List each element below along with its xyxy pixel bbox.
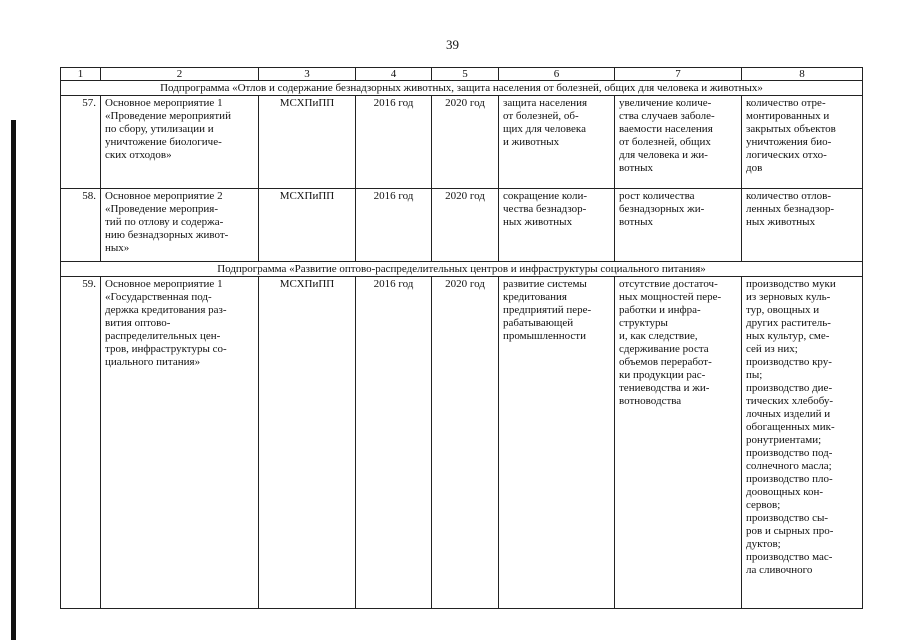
column-number: 7 bbox=[615, 68, 742, 81]
subprogram-title: Подпрограмма «Отлов и содержание безнадзорных животных, защита населения от болезней, общих для человека и животных» bbox=[61, 81, 863, 96]
result-cell: защита населения от болезней, об- щих для человека и животных bbox=[499, 96, 615, 189]
start-year-cell: 2016 год bbox=[356, 96, 432, 189]
start-year-cell: 2016 год bbox=[356, 277, 432, 609]
result-cell: развитие системы кредитования предприятий пере- рабатывающей промышленности bbox=[499, 277, 615, 609]
page-binding-edge bbox=[11, 120, 16, 640]
column-number: 5 bbox=[432, 68, 499, 81]
measure-cell: Основное мероприятие 2 «Проведение мероприя- тий по отлову и содержа- нию безнадзорных живот- ных» bbox=[101, 189, 259, 262]
result-cell: сокращение коли- чества безнадзор- ных животных bbox=[499, 189, 615, 262]
executor-cell: МСХПиПП bbox=[259, 96, 356, 189]
indicator-cell: производство муки из зерновых куль- тур, овощных и других раститель- ных культур, сме- сей из них; производство кру- пы; производство дие- тических хлебобу- лочных изделий и обогащенных мик- ронутриентами; производство под- солнечного масла; производство пло- доовощных кон- сервов; производство сы- ров и сырных про- дуктов; производство мас- ла сливочного bbox=[742, 277, 863, 609]
end-year-cell: 2020 год bbox=[432, 96, 499, 189]
measure-cell: Основное мероприятие 1 «Проведение мероприятий по сбору, утилизации и уничтожение биологиче- ских отходов» bbox=[101, 96, 259, 189]
executor-cell: МСХПиПП bbox=[259, 189, 356, 262]
row-number: 57. bbox=[61, 96, 101, 189]
subprogram-title: Подпрограмма «Развитие оптово-распределительных центров и инфраструктуры социального питания» bbox=[61, 262, 863, 277]
column-number: 4 bbox=[356, 68, 432, 81]
subprogram-header-row bbox=[61, 262, 863, 277]
column-number: 6 bbox=[499, 68, 615, 81]
end-year-cell: 2020 год bbox=[432, 277, 499, 609]
row-number: 59. bbox=[61, 277, 101, 609]
subprogram-header-row bbox=[61, 81, 863, 96]
executor-cell: МСХПиПП bbox=[259, 277, 356, 609]
consequence-cell: рост количества безнадзорных жи- вотных bbox=[615, 189, 742, 262]
column-number: 2 bbox=[101, 68, 259, 81]
measure-cell: Основное мероприятие 1 «Государственная под- держка кредитования раз- вития оптово- распределительных цен- тров, инфраструктуры со- циального питания» bbox=[101, 277, 259, 609]
indicator-cell: количество отре- монтированных и закрытых объектов уничтожения био- логических отхо- дов bbox=[742, 96, 863, 189]
row-number: 58. bbox=[61, 189, 101, 262]
consequence-cell: отсутствие достаточ- ных мощностей пере- работки и инфра- структуры и, как следствие, сдерживание роста объемов переработ- ки продукции рас- тениеводства и жи- вотноводства bbox=[615, 277, 742, 609]
indicator-cell: количество отлов- ленных безнадзор- ных животных bbox=[742, 189, 863, 262]
page-number: 39 bbox=[446, 37, 459, 52]
consequence-cell: увеличение количе- ства случаев заболе- ваемости населения от болезней, общих для человека и жи- вотных bbox=[615, 96, 742, 189]
column-number: 1 bbox=[61, 68, 101, 81]
end-year-cell: 2020 год bbox=[432, 189, 499, 262]
column-number: 8 bbox=[742, 68, 863, 81]
start-year-cell: 2016 год bbox=[356, 189, 432, 262]
column-number-row bbox=[61, 68, 863, 81]
table-row bbox=[61, 96, 863, 189]
program-table bbox=[60, 67, 863, 609]
table-row bbox=[61, 189, 863, 262]
column-number: 3 bbox=[259, 68, 356, 81]
table-row bbox=[61, 277, 863, 609]
